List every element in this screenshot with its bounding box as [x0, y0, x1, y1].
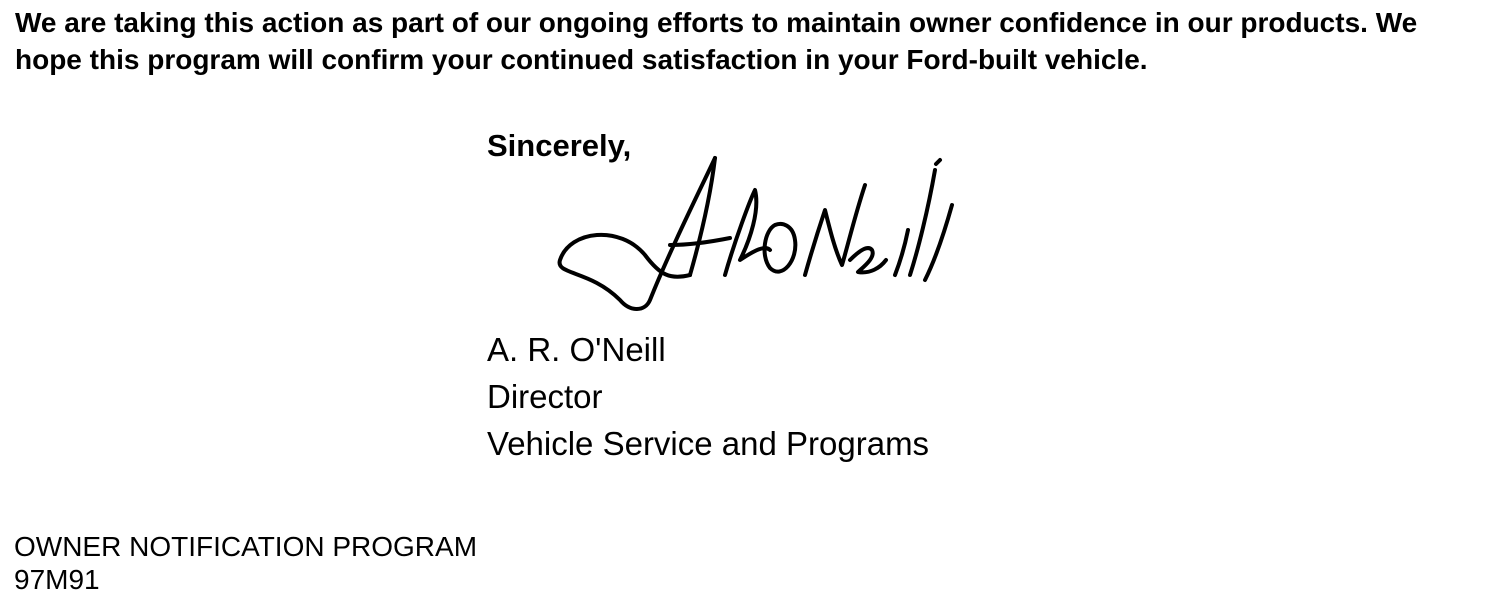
- closing-salutation: Sincerely,: [487, 128, 632, 163]
- signatory-department: Vehicle Service and Programs: [487, 425, 930, 462]
- program-code: 97M91: [14, 564, 100, 595]
- program-footer: [14, 530, 477, 596]
- signatory-name: A. R. O'Neill: [487, 331, 666, 368]
- signatory-block: [487, 326, 929, 467]
- program-label: OWNER NOTIFICATION PROGRAM: [14, 531, 478, 562]
- handwritten-signature: [550, 150, 960, 320]
- signatory-title: Director: [487, 378, 603, 415]
- body-paragraph: We are taking this action as part of our ongoing efforts to maintain owner confidence in our products. We hope this program will confirm your continued satisfaction in your Ford-built vehicle.: [15, 7, 1418, 75]
